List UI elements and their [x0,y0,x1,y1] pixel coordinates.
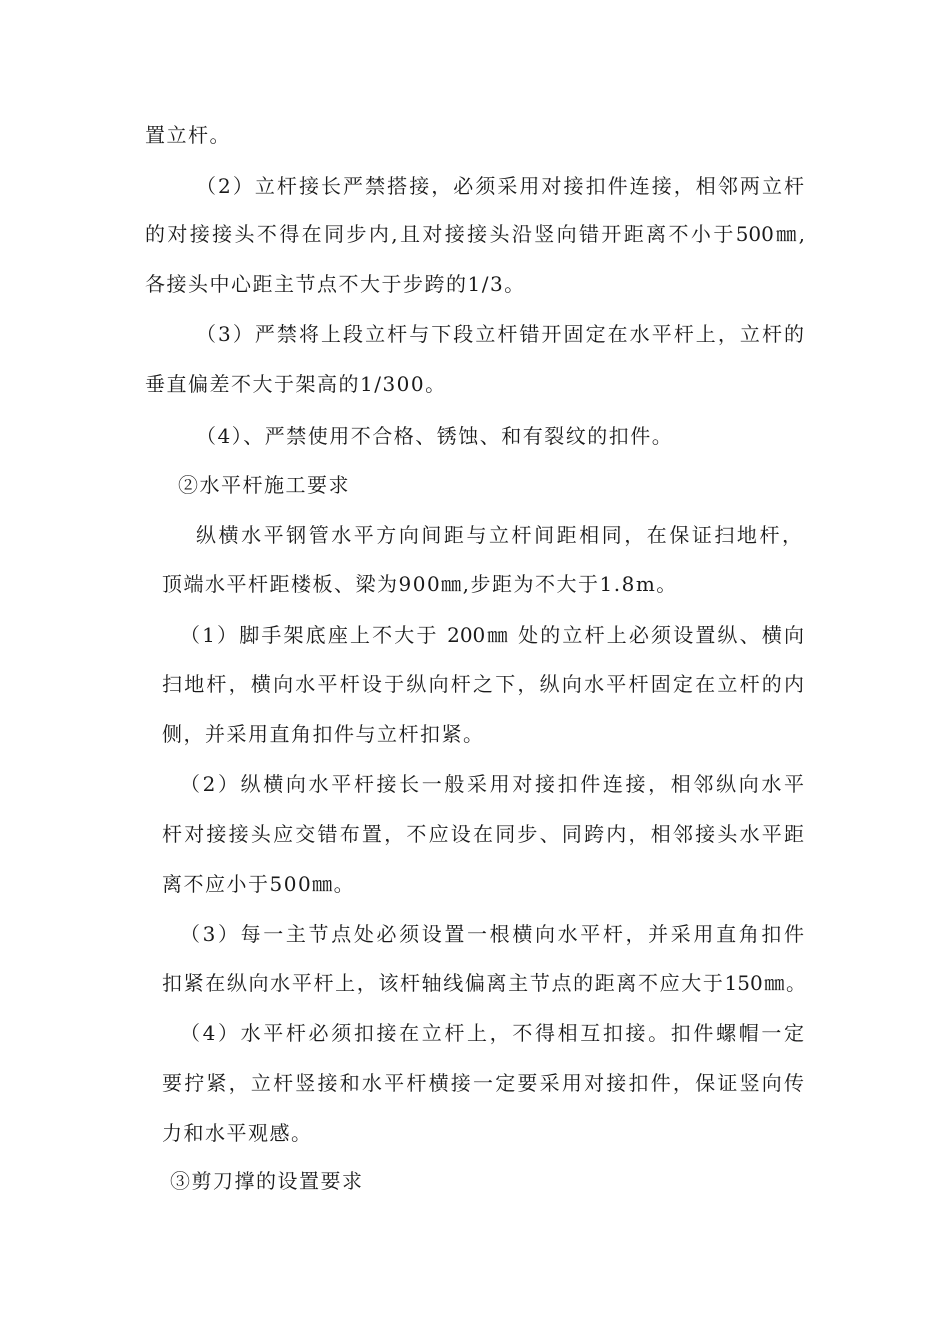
text-line: 顶端水平杆距楼板、梁为900㎜,步距为不大于1.8m。 [162,572,678,596]
text-line: 侧，并采用直角扣件与立杆扣紧。 [162,722,485,746]
text-line: （3）每一主节点处必须设置一根横向水平杆，并采用直角扣件 [180,922,804,946]
text-line: 扣紧在纵向水平杆上，该杆轴线偏离主节点的距离不应大于150㎜。 [162,971,806,995]
section-heading: ③剪刀撑的设置要求 [170,1169,364,1193]
text-line: 的对接接头不得在同步内,且对接接头沿竖向错开距离不小于500㎜, [145,222,805,246]
section-heading: ②水平杆施工要求 [178,473,350,497]
text-line: （4）水平杆必须扣接在立杆上，不得相互扣接。扣件螺帽一定 [180,1021,804,1045]
text-line: 要拧紧，立杆竖接和水平杆横接一定要采用对接扣件，保证竖向传 [162,1071,804,1095]
text-line: （2）立杆接长严禁搭接，必须采用对接扣件连接，相邻两立杆 [196,174,804,198]
text-line: 各接头中心距主节点不大于步跨的1/3。 [145,272,526,296]
text-line: （2）纵横向水平杆接长一般采用对接扣件连接，相邻纵向水平 [180,772,804,796]
text-line: （4）、严禁使用不合格、锈蚀、和有裂纹的扣件。 [196,424,674,448]
text-line: 扫地杆，横向水平杆设于纵向杆之下，纵向水平杆固定在立杆的内 [162,672,804,696]
text-line: （1）脚手架底座上不大于 200㎜ 处的立杆上必须设置纵、横向 [180,623,804,647]
text-line: 置立杆。 [145,123,231,147]
text-line: （3）严禁将上段立杆与下段立杆错开固定在水平杆上，立杆的 [196,322,804,346]
text-line: 杆对接接头应交错布置，不应设在同步、同跨内，相邻接头水平距 [162,822,804,846]
text-line: 离不应小于500㎜。 [162,872,356,896]
text-line: 力和水平观感。 [162,1121,313,1145]
text-line: 纵横水平钢管水平方向间距与立杆间距相同，在保证扫地杆， [196,523,802,547]
text-line: 垂直偏差不大于架高的1/300。 [145,372,447,396]
